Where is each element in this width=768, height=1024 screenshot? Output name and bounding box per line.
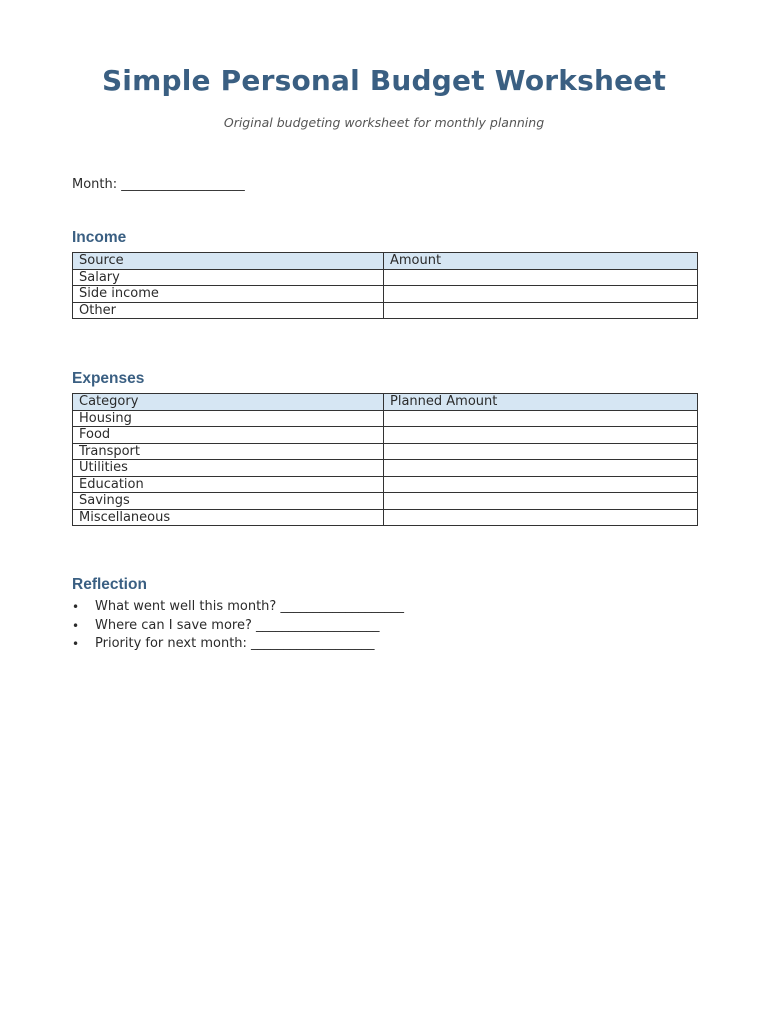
expense-amount-cell — [384, 443, 698, 460]
table-row — [73, 460, 698, 477]
bullet-icon: • — [72, 618, 80, 633]
income-header-row — [73, 253, 698, 270]
income-source-cell: Side income — [73, 286, 384, 303]
expense-amount-cell — [384, 476, 698, 493]
expenses-header-planned-amount: Planned Amount — [384, 394, 698, 411]
income-header-source: Source — [73, 253, 384, 270]
expense-category-cell: Savings — [73, 493, 384, 510]
table-row — [73, 443, 698, 460]
reflection-question: What went well this month? ___________________ — [95, 599, 404, 614]
table-row — [73, 476, 698, 493]
list-item — [72, 598, 404, 617]
expenses-heading: Expenses — [72, 370, 145, 387]
expenses-table — [72, 393, 698, 526]
bullet-icon: • — [72, 637, 80, 651]
income-heading: Income — [72, 229, 127, 246]
list-item — [72, 635, 404, 654]
income-amount-cell — [384, 269, 698, 286]
page-title: Simple Personal Budget Worksheet — [101, 64, 667, 97]
reflection-question: Priority for next month: ___________________ — [95, 636, 375, 651]
income-amount-cell — [384, 302, 698, 319]
page-subtitle: Original budgeting worksheet for monthly planning — [223, 115, 545, 130]
bullet-icon: • — [72, 600, 80, 614]
expense-category-cell: Housing — [73, 410, 384, 427]
expense-category-cell: Utilities — [73, 460, 384, 477]
table-row — [73, 286, 698, 303]
expenses-header-category: Category — [73, 394, 384, 411]
expense-amount-cell — [384, 493, 698, 510]
reflection-question: Where can I save more? ___________________ — [95, 617, 380, 633]
expense-amount-cell — [384, 460, 698, 477]
income-source-cell: Salary — [73, 269, 384, 286]
expenses-header-row — [73, 394, 698, 411]
table-row — [73, 493, 698, 510]
month-field: Month: ___________________ — [72, 177, 245, 192]
table-row — [73, 410, 698, 427]
expense-category-cell: Education — [73, 476, 384, 493]
expense-amount-cell — [384, 427, 698, 444]
table-row — [73, 269, 698, 286]
table-row — [73, 509, 698, 526]
reflection-list — [72, 598, 404, 654]
income-amount-cell — [384, 286, 698, 303]
reflection-heading: Reflection — [72, 576, 147, 593]
expense-category-cell: Food — [73, 427, 384, 444]
expense-amount-cell — [384, 509, 698, 526]
expense-amount-cell — [384, 410, 698, 427]
income-table — [72, 252, 698, 319]
expense-category-cell: Miscellaneous — [73, 509, 384, 526]
list-item — [72, 617, 404, 636]
income-source-cell: Other — [73, 302, 384, 319]
table-row — [73, 302, 698, 319]
expense-category-cell: Transport — [73, 443, 384, 460]
income-header-amount: Amount — [384, 253, 698, 270]
table-row — [73, 427, 698, 444]
